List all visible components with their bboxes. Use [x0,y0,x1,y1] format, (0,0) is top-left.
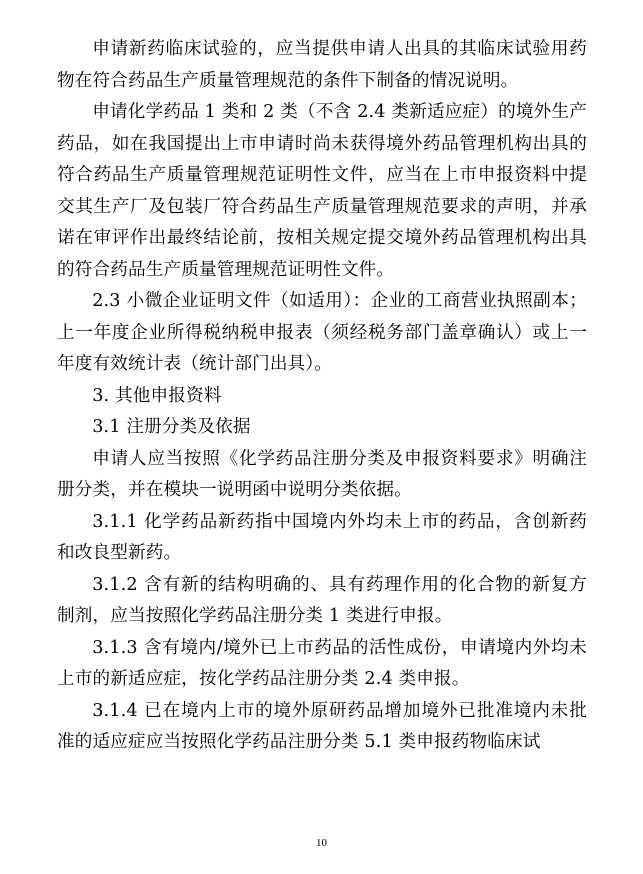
section-heading-registration-classification: 3.1 注册分类及依据 [92,417,251,437]
section-heading-other-materials: 3. 其他申报资料 [92,385,222,406]
paragraph-3-1-2: 3.1.2 含有新的结构明确的、具有药理作用的化合物的新复方制剂，应当按照化学药品注册分类 1 类进行申报。 [57,574,587,626]
paragraph-3-1-3: 3.1.3 含有境内/境外已上市药品的活性成份，申请境内外均未上市的新适应症，按化学药品注册分类 2.4 类申报。 [57,637,587,689]
paragraph-small-enterprise-documents: 2.3 小微企业证明文件（如适用）：企业的工商营业执照副本；上一年度企业所得税纳税申报表（须经税务部门盖章确认）或上一年度有效统计表（统计部门出具）。 [57,291,587,374]
paragraph-3-1-1: 3.1.1 化学药品新药指中国境内外均未上市的药品，含创新药和改良型新药。 [57,511,587,563]
body-text [57,34,587,759]
paragraph-overseas-gmp-certificate: 申请化学药品 1 类和 2 类（不含 2.4 类新适应症）的境外生产药品，如在我国提出上市申请时尚未获得境外药品管理机构出具的符合药品生产质量管理规范证明性文件，应当在上市申报资料中提交其生产厂及包装厂符合药品生产质量管理规范要求的声明，并承诺在审评作出最终结论前，按相关规定提交境外药品管理机构出具的符合药品生产质量管理规范证明性文件。 [57,102,587,280]
paragraph-3-1-4: 3.1.4 已在境内上市的境外原研药品增加境外已批准境内未批准的适应症应当按照化学药品注册分类 5.1 类申报药物临床试 [57,700,587,752]
paragraph-classification-basis: 申请人应当按照《化学药品注册分类及申报资料要求》明确注册分类，并在模块一说明函中说明分类依据。 [57,448,587,500]
page-number: 10 [316,837,327,849]
paragraph-clinical-trial-drug-statement: 申请新药临床试验的，应当提供申请人出具的其临床试验用药物在符合药品生产质量管理规范的条件下制备的情况说明。 [57,39,587,91]
